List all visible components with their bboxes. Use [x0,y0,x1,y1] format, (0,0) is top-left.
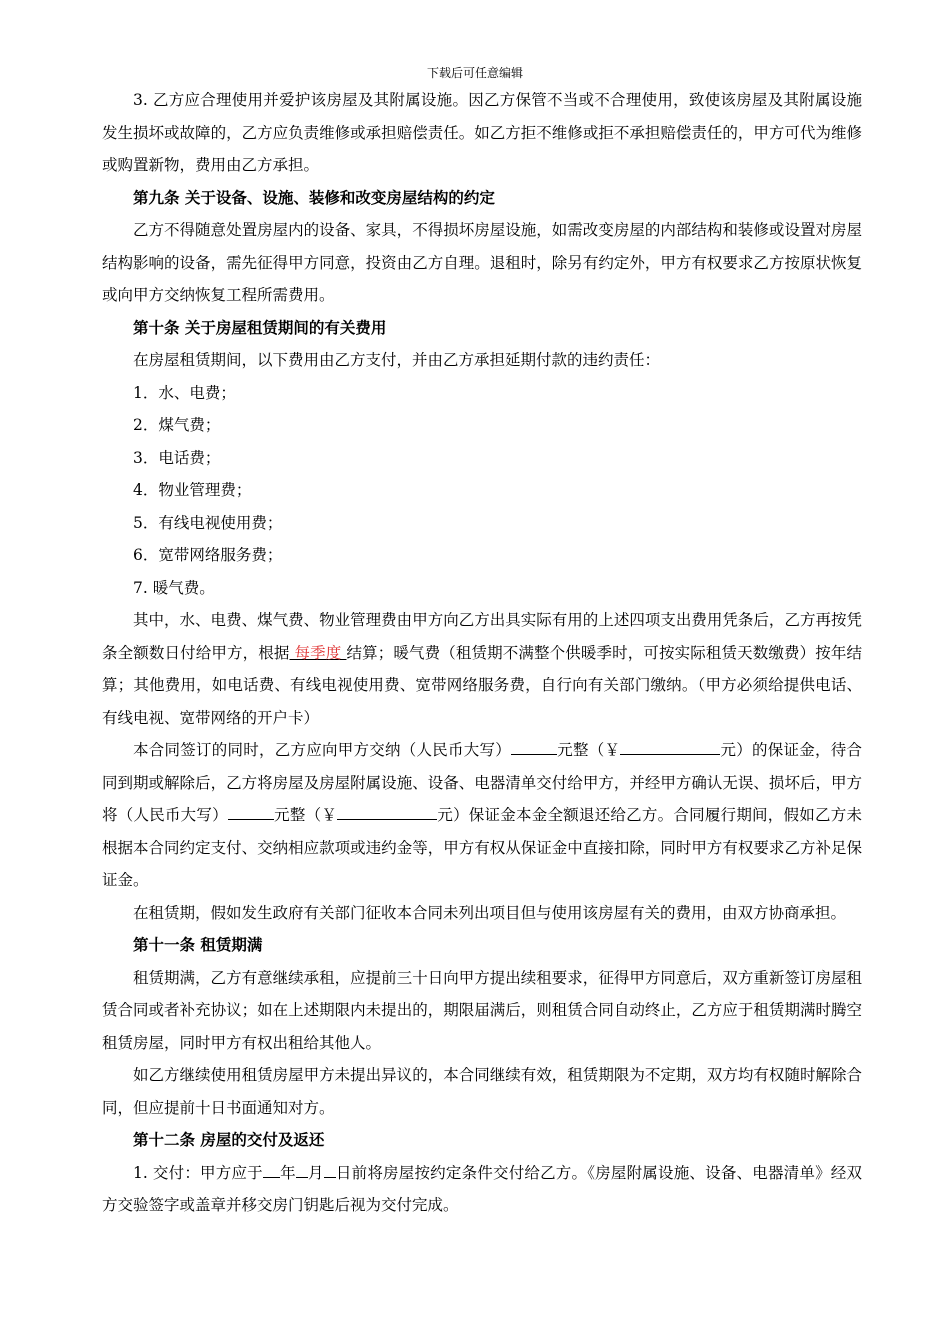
article-12-title: 第十二条 房屋的交付及返还 [133,1130,325,1149]
delivery-year-blank [263,1162,280,1178]
settlement-text-b: 结算；暖气费（租赁期不满整个供暖季时，可按实际租赁天数缴费）按年结算；其他费用，如电话费、有线电视使用费、宽带网络服务费，自行向有关部门缴纳。（甲方必须给提供电话、有线电视、宽带网络的开户卡） [102,643,862,727]
refund-amount-words-blank [228,804,274,820]
delivery-text-b: 日前将房屋按约定条件交付给乙方。《房屋附属设施、设备、电器清单》经双方交验签字或盖章并移交房门钥匙后视为交付完成。 [102,1163,862,1214]
deposit-text-b: 元整（￥ [556,741,621,759]
fee-item: 7. 暖气费。 [133,578,215,597]
fee-item: 2．煤气费； [133,416,221,434]
document-body [102,84,862,1222]
delivery-text-a: 1. 交付：甲方应于 [133,1163,263,1182]
fee-item: 5．有线电视使用费； [133,513,283,532]
page-header-note: 下载后可任意编辑 [426,66,523,80]
deposit-amount-figures-blank [620,739,720,755]
fee-item: 4．物业管理费； [133,481,252,499]
settlement-text-a: 其中，水、电费、煤气费、物业管理费由甲方向乙方出具实际有用的上述四项支出费用凭条后，乙方再按凭条全额数日付给甲方，根据 [102,611,862,662]
fee-item: 1．水、电费； [133,383,236,402]
fee-item: 6．宽带网络服务费； [133,546,283,564]
article-10-settlement-paragraph [102,604,862,734]
delivery-year-label: 年 [279,1163,296,1182]
settlement-period-fill: 每季度 [289,643,347,662]
article-9-body: 乙方不得随意处置房屋内的设备、家具，不得损坏房屋设施，如需改变房屋的内部结构和装修或设置对房屋结构影响的设备，需先征得甲方同意，投资由乙方自理。退租时，除另有约定外，甲方有权要求乙方按原状恢复或向甲方交纳恢复工程所需费用。 [102,221,862,304]
article-10-deposit-paragraph [102,734,862,897]
article-10-title: 第十条 关于房屋租赁期间的有关费用 [133,317,387,337]
article-11-title: 第十一条 租赁期满 [133,935,263,954]
article-11-paragraph-1: 租赁期满，乙方有意继续承租，应提前三十日向甲方提出续租要求，征得甲方同意后，双方重新签订房屋租赁合同或者补充协议；如在上述期限内未提出的，期限届满后，则租赁合同自动终止，乙方应于租赁期满时腾空租赁房屋，同时甲方有权出租给其他人。 [102,968,862,1052]
deposit-text-c: 元）的保证金，待合同到期或解除后，乙方将房屋及房屋附属设施、设备、电器清单交付给甲方，并经甲方确认无误、损坏后，甲方将（人民币大写） [102,741,862,824]
delivery-month-label: 月 [307,1163,324,1182]
fee-item: 3．电话费； [133,448,221,467]
deposit-text-e: 元）保证金本金全额退还给乙方。合同履行期间，假如乙方未根据本合同约定支付、交纳相应款项或违约金等，甲方有权从保证金中直接扣除，同时甲方有权要求乙方补足保证金。 [102,806,862,889]
deposit-text-d: 元整（￥ [273,806,338,824]
deposit-text-a: 本合同签订的同时，乙方应向甲方交纳（人民币大写） [133,741,511,759]
article-9-title: 第九条 关于设备、设施、装修和改变房屋结构的约定 [133,187,495,207]
article-10-intro: 在房屋租赁期间，以下费用由乙方支付，并由乙方承担延期付款的违约责任： [133,351,661,369]
refund-amount-figures-blank [337,804,437,820]
delivery-month-blank [296,1162,308,1178]
article-10-other-fees-paragraph: 在租赁期，假如发生政府有关部门征收本合同未列出项目但与使用该房屋有关的费用，由双方协商承担。 [133,903,847,922]
article-12-clause-1 [102,1157,862,1222]
delivery-day-blank [324,1162,336,1178]
article-8-clause-3: 3. 乙方应合理使用并爱护该房屋及其附属设施。因乙方保管不当或不合理使用，致使该房屋及其附属设施发生损坏或故障的，乙方应负责维修或承担赔偿责任。如乙方拒不维修或拒不承担赔偿责任的，甲方可代为维修或购置新物，费用由乙方承担。 [102,91,862,174]
article-11-paragraph-2: 如乙方继续使用租赁房屋甲方未提出异议的，本合同继续有效，租赁期限为不定期，双方均有权随时解除合同，但应提前十日书面通知对方。 [102,1066,862,1117]
deposit-amount-words-blank [511,739,557,755]
